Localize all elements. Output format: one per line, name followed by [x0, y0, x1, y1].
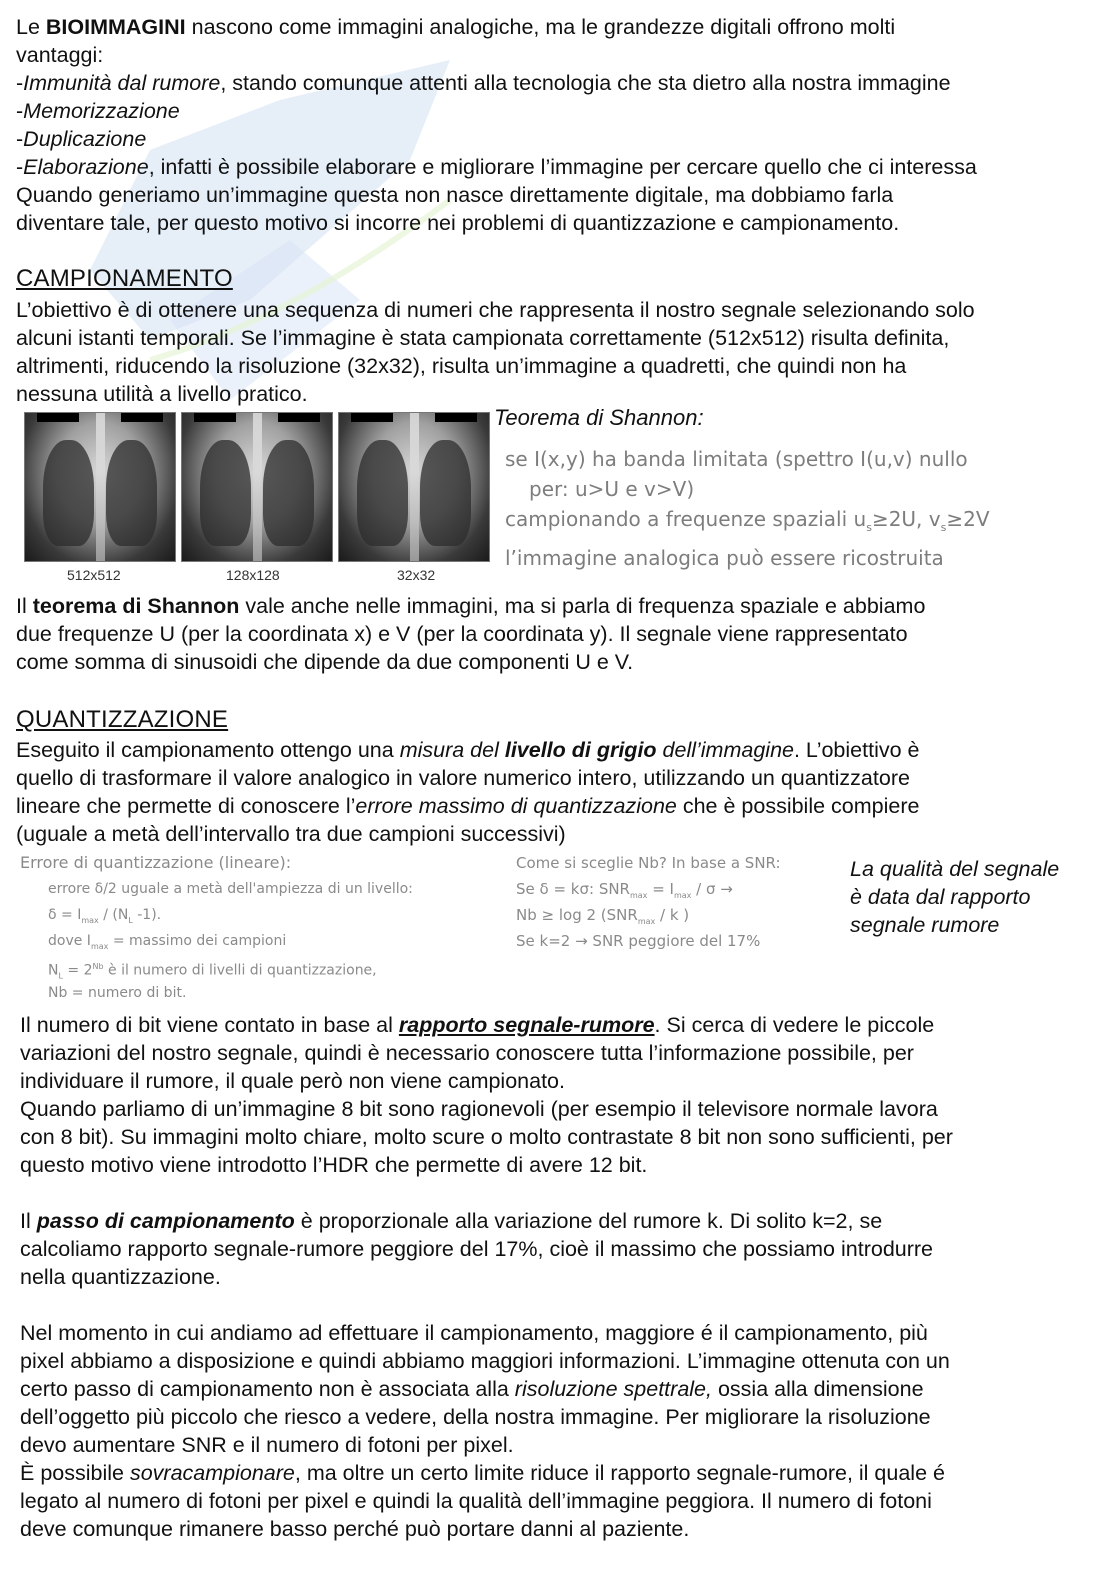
snr-formula: Come si sceglie Nb? In base a SNR: Se δ = kσ: $SNR_{max} = I_{max} / \sigma$ → Nb ≥ log 2 ($SNR_{max}$ / k ) Se k=2 → SNR peggiore del 17% [516, 854, 781, 950]
intro-paragraph: Le BIOIMMAGINI nascono come immagini analogiche, ma le grandezze digitali offrono molti vantaggi: -Immunità dal rumore, stando comunque attenti alla tecnologia che sta dietro alla nostra immagine -Memorizzazione -Duplicazione -Elaborazione, infatti è possibile elaborare e migliorare l’immagine per cercare quello che ci interessa Quando generiamo un’immagine questa non nasce direttamente digitale, ma dobbiamo farla diventare tale, per questo motivo si incorre nei problemi di quantizzazione e campionamento. [16, 15, 977, 235]
shannon-paragraph: Il teorema di Shannon vale anche nelle immagini, ma si parla di frequenza spaziale e abbiamo due frequenze U (per la coordinata x) e V (per la coordinata y). Il segnale viene rappresentato come somma di sinusoidi che dipende da due componenti U e V. [16, 594, 926, 674]
shannon-statement: se I(x,y) ha banda limitata (spettro I(u,v) nullo per: u>U e v>V) campionando a frequenze spaziali $u_s\ge 2U$, $v_s\ge 2V$ l’immagine analogica può essere ricostruita [505, 447, 990, 570]
section-heading-quantizzazione: QUANTIZZAZIONE [16, 706, 229, 733]
figure-label-32: 32x32 [397, 567, 436, 583]
resolution-paragraph: Nel momento in cui andiamo ad effettuare il campionamento, maggiore é il campionamento, più pixel abbiamo a disposizione e quindi abbiamo maggiori informazioni. L’immagine ottenuta con un certo passo di campionamento non è associata alla risoluzione spettrale, ossia alla dimensione dell’oggetto più piccolo che riesco a vedere, della nostra immagine. Per migliorare la risoluzione devo aumentare SNR e il numero di fotoni per pixel. È possibile sovracampionare, ma oltre un certo limite riduce il rapporto segnale-rumore, il quale é legato al numero di fotoni per pixel e quindi la qualità dell’immagine peggiora. Il numero di fotoni deve comunque rimanere basso perché può portare danni al paziente. [20, 1321, 950, 1541]
xray-image-128 [181, 412, 333, 562]
bit-count-paragraph: Il numero di bit viene contato in base al rapporto segnale-rumore. Si cerca di vedere le piccole variazioni del nostro segnale, quindi è necessario conoscere tutta l’informazione possibile, per individuare il rumore, il quale però non viene campionato. Quando parliamo di un’immagine 8 bit sono ragionevoli (per esempio il televisore normale lavora con 8 bit). Su immagini molto chiare, molto scure o molto contrastate 8 bit non sono sufficienti, per questo motivo viene introdotto l’HDR che permette di avere 12 bit. [20, 1013, 953, 1177]
figure-label-512: 512x512 [67, 567, 121, 583]
shannon-title: Teorema di Shannon: [494, 405, 704, 430]
sampling-step-paragraph: Il passo di campionamento è proporzionale alla variazione del rumore k. Di solito k=2, se calcoliamo rapporto segnale-rumore peggiore del 17%, cioè il massimo che possiamo introdurre nella quantizzazione. [20, 1209, 934, 1289]
campionamento-paragraph: L’obiettivo è di ottenere una sequenza di numeri che rappresenta il nostro segnale selezionando solo alcuni istanti temporali. Se l’immagine è stata campionata correttamente (512x512) risulta definita, altrimenti, riducendo la risoluzione (32x32), risulta un’immagine a quadretti, che quindi non ha nessuna utilità a livello pratico. [16, 298, 975, 406]
xray-image-32 [338, 412, 490, 562]
section-heading-campionamento: CAMPIONAMENTO [16, 265, 233, 292]
quantization-error-formula: Errore di quantizzazione (lineare): errore δ/2 uguale a metà dell'ampiezza di un livello: $\delta = I_{max} / (N_L$ -1). dove $I_{max}$ = massimo dei campioni $N_L = 2^{Nb}$ è il numero di livelli di quantizzazione, Nb = numero di bit. [20, 853, 413, 1001]
xray-image-512 [24, 412, 176, 562]
figure-label-128: 128x128 [226, 567, 280, 583]
side-note: La qualità del segnale è data dal rapporto segnale rumore [850, 857, 1060, 937]
quantizzazione-paragraph: Eseguito il campionamento ottengo una misura del livello di grigio dell’immagine. L’obiettivo è quello di trasformare il valore analogico in valore numerico intero, utilizzando un quantizzatore lineare che permette di conoscere l’errore massimo di quantizzazione che è possibile compiere (uguale a metà dell’intervallo tra due campioni successivi) [16, 738, 920, 846]
